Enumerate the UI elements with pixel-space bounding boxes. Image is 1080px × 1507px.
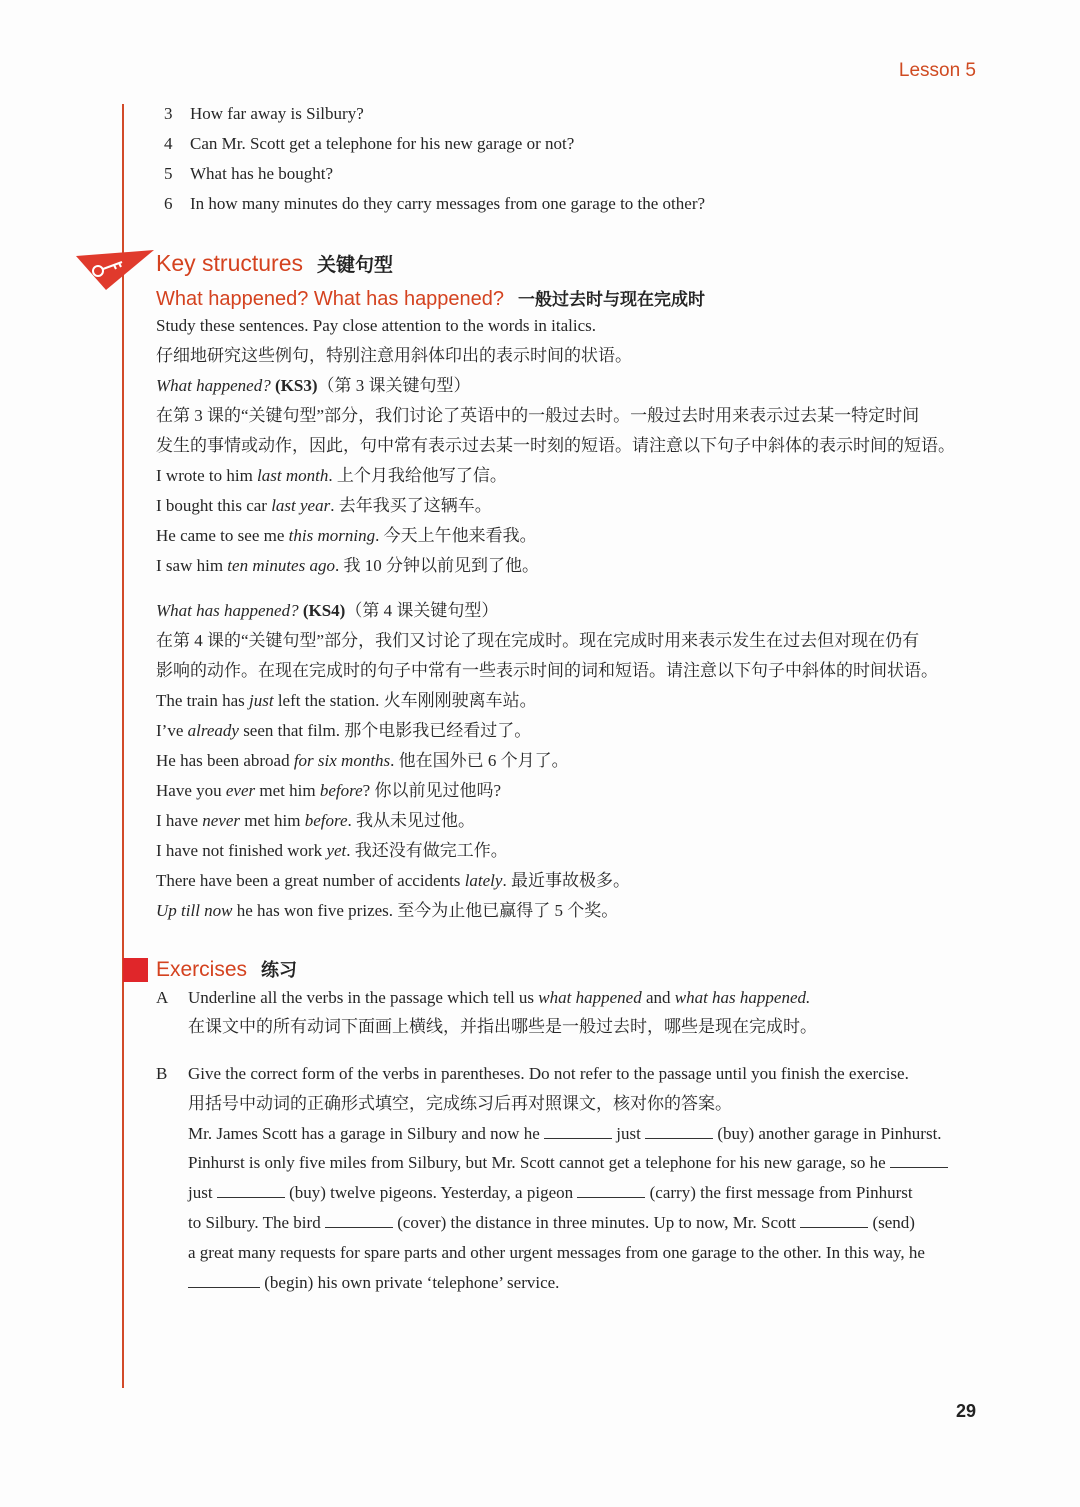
ks3-heading [156, 375, 470, 397]
intro-text: Study these sentences. Pay close attention to the words in italics. [156, 316, 597, 335]
passage-text: (carry) the first message from Pinhurst [649, 1183, 913, 1202]
fill-blank[interactable] [544, 1124, 612, 1139]
example-sentence [156, 780, 501, 802]
exercise-a-instruction-zh: 在课文中的所有动词下面画上横线，并指出哪些是一般过去时，哪些是现在完成时。 [188, 1017, 817, 1036]
example-sentence [156, 900, 618, 922]
example-sentence [156, 870, 630, 892]
example-italic: before [319, 781, 363, 800]
example-text: I have not finished work [156, 841, 327, 860]
example-text: met him [240, 811, 305, 830]
example-text: left the station. 火车刚刚驶离车站。 [273, 691, 537, 710]
ks4-heading [156, 600, 498, 622]
example-text: I saw him [156, 556, 228, 575]
question-text: Can Mr. Scott get a telephone for his new garage or not? [190, 134, 575, 153]
key-structures-subheading [156, 285, 705, 311]
fill-blank[interactable] [890, 1153, 948, 1168]
example-italic: ever [225, 781, 256, 800]
exercise-b-letter: B [156, 1064, 168, 1083]
passage-text: just [616, 1124, 641, 1143]
example-text: Have you [156, 781, 226, 800]
ks3-label: What happened? [156, 376, 271, 395]
intro-text-zh: 仔细地研究这些例句，特别注意用斜体印出的表示时间的状语。 [156, 346, 632, 365]
question-number: 4 [164, 134, 173, 153]
subtitle-zh: 一般过去时与现在完成时 [518, 290, 706, 309]
passage-text: just [188, 1183, 213, 1202]
question-item [156, 103, 364, 125]
question-item [156, 193, 705, 215]
exercises-marker [123, 958, 148, 982]
key-icon [76, 250, 156, 292]
exercise-b-passage-line [188, 1272, 559, 1294]
question-number: 6 [164, 194, 173, 213]
passage-text: Pinhurst is only five miles from Silbury, but Mr. Scott cannot get a telephone for his new garage, so he [188, 1153, 886, 1172]
exercise-b-passage-line: a great many requests for spare parts and other urgent messages from one garage to the other. In this way, he [188, 1243, 925, 1262]
passage-text: (cover) the distance in three minutes. Up to now, Mr. Scott [397, 1213, 796, 1232]
fill-blank[interactable] [577, 1183, 645, 1198]
exercise-b-passage-line [188, 1152, 948, 1174]
exercise-b-passage-line [188, 1182, 913, 1204]
question-item [156, 163, 333, 185]
fill-blank[interactable] [325, 1213, 393, 1228]
example-italic: just [249, 691, 274, 710]
fill-blank[interactable] [645, 1124, 713, 1139]
question-text: What has he bought? [190, 164, 334, 183]
ks4-code: (KS4) [302, 601, 346, 620]
passage-text: (buy) twelve pigeons. Yesterday, a pigeon [289, 1183, 574, 1202]
fill-blank[interactable] [800, 1213, 868, 1228]
question-text: How far away is Silbury? [190, 104, 364, 123]
exercises-title-zh: 练习 [261, 960, 298, 980]
passage-text: Mr. James Scott has a garage in Silbury and now he [188, 1124, 540, 1143]
fill-blank[interactable] [188, 1273, 260, 1288]
subtitle: What happened? What has happened? [156, 288, 505, 310]
example-sentence [156, 465, 507, 487]
example-text: . 上个月我给他写了信。 [328, 466, 507, 485]
example-sentence [156, 810, 475, 832]
exercise-a-letter: A [156, 988, 169, 1007]
example-sentence [156, 690, 537, 712]
example-text: met him [255, 781, 320, 800]
exercise-a-instruction [188, 987, 810, 1009]
exercises-heading [156, 956, 297, 982]
example-text: he has won five prizes. 至今为止他已赢得了 5 个奖。 [232, 901, 619, 920]
exercise-text: Underline all the verbs in the passage which tell us [188, 988, 539, 1007]
example-text: I have [156, 811, 203, 830]
example-sentence [156, 840, 508, 862]
key-structures-heading [156, 250, 393, 277]
example-text: There have been a great number of accidents [156, 871, 465, 890]
exercise-italic: what happened [538, 988, 642, 1007]
example-text: I’ve [156, 721, 188, 740]
example-sentence [156, 750, 569, 772]
example-italic: lately [464, 871, 503, 890]
example-italic: before [304, 811, 348, 830]
margin-rule [122, 104, 124, 1388]
ks4-ref: （第 4 课关键句型） [345, 601, 499, 620]
passage-text: to Silbury. The bird [188, 1213, 321, 1232]
example-sentence [156, 555, 539, 577]
example-italic: never [202, 811, 241, 830]
exercise-b-instruction: Give the correct form of the verbs in parentheses. Do not refer to the passage until you finish the exercise. [188, 1064, 909, 1083]
passage-text: (buy) another garage in Pinhurst. [717, 1124, 942, 1143]
example-italic: last month [257, 466, 329, 485]
exercise-b-passage-line [188, 1212, 915, 1234]
lesson-label: Lesson 5 [898, 60, 976, 81]
example-sentence [156, 525, 537, 547]
ks4-description: 在第 4 课的“关键句型”部分，我们又讨论了现在完成时。现在完成时用来表示发生在过去但对现在仍有 [156, 631, 920, 650]
example-sentence [156, 720, 531, 742]
exercise-b-instruction-zh: 用括号中动词的正确形式填空，完成练习后再对照课文，核对你的答案。 [188, 1094, 732, 1113]
example-italic: last year [271, 496, 331, 515]
exercises-title: Exercises [156, 958, 248, 981]
question-number: 5 [164, 164, 173, 183]
fill-blank[interactable] [217, 1183, 285, 1198]
example-text: ? 你以前见过他吗? [362, 781, 501, 800]
question-text: In how many minutes do they carry messages from one garage to the other? [190, 194, 706, 213]
exercise-b-passage-line [188, 1123, 942, 1145]
ks3-description: 发生的事情或动作，因此，句中常有表示过去某一时刻的短语。请注意以下句子中斜体的表示时间的短语。 [156, 436, 955, 455]
example-sentence [156, 495, 492, 517]
key-structures-title: Key structures [156, 250, 303, 276]
question-number: 3 [164, 104, 173, 123]
page-number: 29 [955, 1401, 976, 1421]
exercise-italic: what has happened. [674, 988, 811, 1007]
example-italic: yet [326, 841, 347, 860]
ks3-description: 在第 3 课的“关键句型”部分，我们讨论了英语中的一般过去时。一般过去时用来表示过去某一特定时间 [156, 406, 920, 425]
example-text: . 最近事故极多。 [502, 871, 630, 890]
example-italic: Up till now [156, 901, 233, 920]
example-text: I bought this car [156, 496, 272, 515]
question-item [156, 133, 574, 155]
example-italic: this morning [288, 526, 376, 545]
example-text: He has been abroad [156, 751, 294, 770]
example-text: . 去年我买了这辆车。 [330, 496, 492, 515]
example-italic: already [187, 721, 239, 740]
ks4-label: What has happened? [156, 601, 299, 620]
example-text: The train has [156, 691, 249, 710]
example-text: . 他在国外已 6 个月了。 [390, 751, 569, 770]
example-text: . 今天上午他来看我。 [375, 526, 537, 545]
ks4-description: 影响的动作。在现在完成时的句子中常有一些表示时间的词和短语。请注意以下句子中斜体的时间状语。 [156, 661, 938, 680]
passage-text: (send) [872, 1213, 915, 1232]
example-text: He came to see me [156, 526, 289, 545]
example-text: . 我还没有做完工作。 [346, 841, 508, 860]
exercise-text: and [641, 988, 675, 1007]
ks3-code: (KS3) [274, 376, 318, 395]
ks3-ref: （第 3 课关键句型） [317, 376, 471, 395]
example-text: seen that film. 那个电影我已经看过了。 [238, 721, 532, 740]
example-italic: for six months [293, 751, 391, 770]
example-text: I wrote to him [156, 466, 258, 485]
example-text: . 我 10 分钟以前见到了他。 [334, 556, 539, 575]
example-italic: ten minutes ago [227, 556, 335, 575]
passage-text: (begin) his own private ‘telephone’ service. [264, 1273, 560, 1292]
key-structures-title-zh: 关键句型 [317, 255, 394, 276]
example-text: . 我从未见过他。 [347, 811, 476, 830]
